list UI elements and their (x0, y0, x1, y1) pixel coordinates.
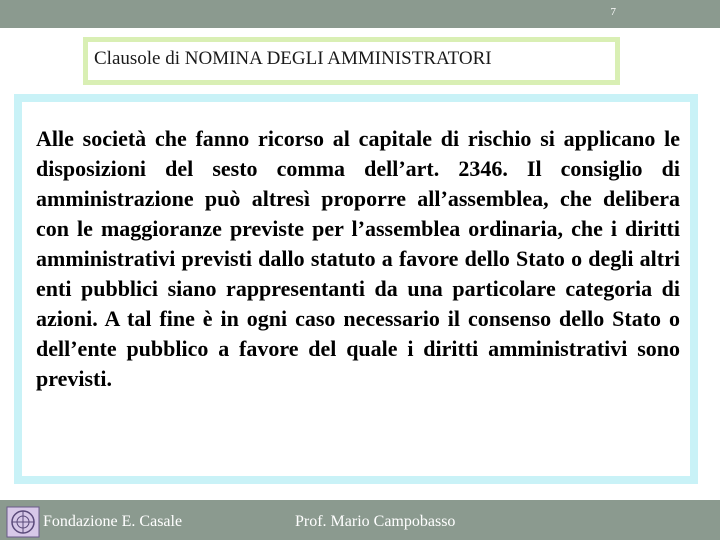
footer-bar (0, 500, 720, 540)
slide-title: Clausole di NOMINA DEGLI AMMINISTRATORI (88, 42, 615, 80)
slide-number: 7 (610, 6, 616, 18)
body-paragraph: Alle società che fanno ricorso al capitale di rischio si applicano le disposizioni del sesto comma dell’art. 2346. Il consiglio di amministrazione può altresì proporre all’assemblea, che delibera con le maggioranze previste per l’assemblea ordinaria, che i diritti amministrativi previsti dallo statuto a favore dello Stato o degli altri enti pubblici siano rappresentanti da una particolare categoria di azioni. A tal fine è in ogni caso necessario il consenso dello Stato o dell’ente pubblico a favore del quale i diritti amministrativi sono previsti. (36, 126, 680, 391)
content-box (14, 94, 698, 484)
content-area (22, 102, 690, 476)
title-box (83, 37, 620, 85)
emblem-icon (6, 506, 40, 538)
footer-organization: Fondazione E. Casale (43, 513, 183, 530)
top-bar (0, 0, 720, 28)
footer-author: Prof. Mario Campobasso (295, 513, 456, 530)
